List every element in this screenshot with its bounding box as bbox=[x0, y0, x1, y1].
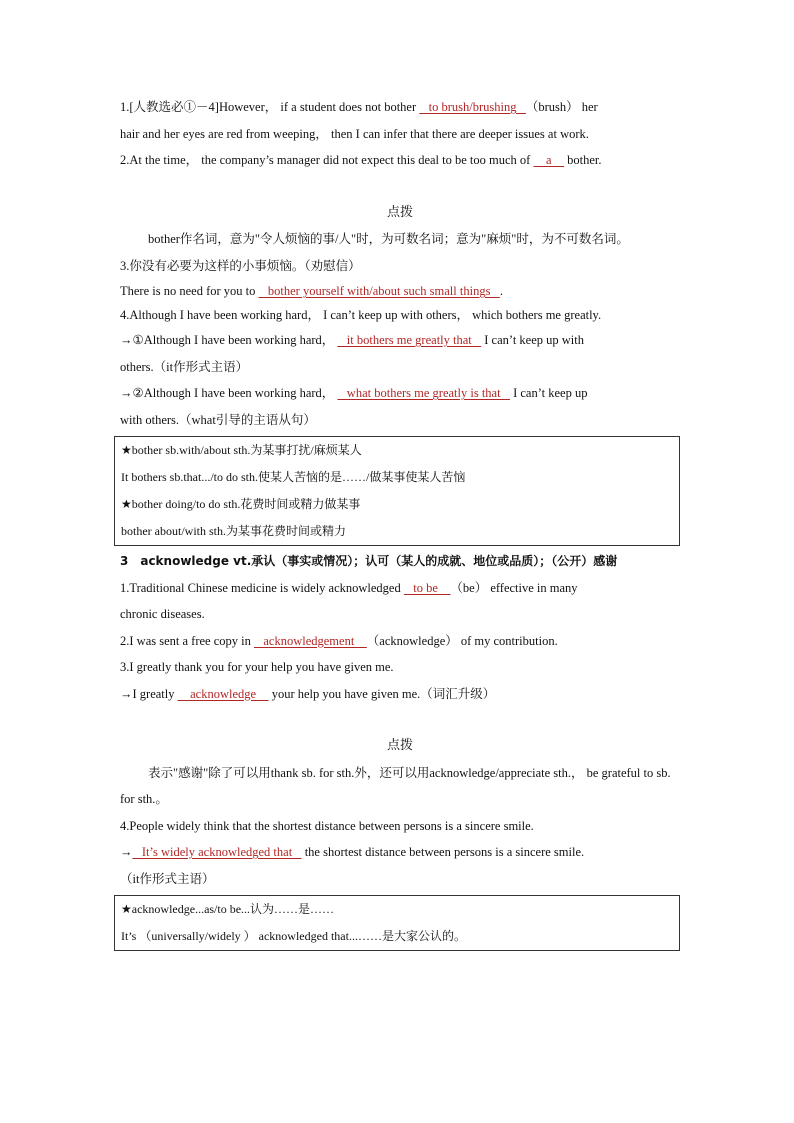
exercise-text: →I greatly bbox=[120, 686, 178, 701]
exercise-3-prompt: 3.你没有必要为这样的小事烦恼。（劝慰信） bbox=[120, 258, 361, 273]
usage-line: bother about/with sth.为某事花费时间或精力 bbox=[121, 524, 346, 538]
tip-text: bother作名词，意为"令人烦恼的事/人"时，为可数名词；意为"麻烦"时，为不可数名词。 bbox=[148, 232, 629, 246]
exercise-text: bother. bbox=[564, 153, 602, 167]
exercise-1 bbox=[120, 94, 680, 121]
exercise-a1 bbox=[120, 575, 680, 602]
exercise-4b bbox=[120, 380, 680, 407]
exercise-a4-prompt: 4.People widely think that the shortest distance between persons is a sincere smile. bbox=[120, 818, 534, 833]
exercise-a1-continued: chronic diseases. bbox=[120, 607, 205, 621]
usage-box-acknowledge bbox=[114, 895, 680, 951]
exercise-4b-continued: with others.（what引导的主语从句） bbox=[120, 412, 316, 427]
answer-blank: to be bbox=[403, 580, 451, 595]
exercise-4-prompt: 4.Although I have been working hard， I can’t keep up with others， which bothers me greatly. bbox=[120, 308, 602, 322]
tip-heading: 点拨 bbox=[386, 738, 413, 753]
answer-blank: to brush/brushing bbox=[419, 100, 526, 114]
usage-line: ★bother sb.with/about sth.为某事打扰/麻烦某人 bbox=[121, 443, 362, 457]
exercise-text: your help you have given me.（词汇升级） bbox=[268, 686, 496, 701]
exercise-text: I can’t keep up bbox=[509, 386, 588, 400]
exercise-text: the shortest distance between persons is a sincere smile. bbox=[301, 845, 585, 859]
exercise-text: 1.Traditional Chinese medicine is widely acknowledged bbox=[120, 580, 404, 595]
answer-blank: acknowledgement bbox=[253, 633, 367, 648]
tip-text: 表示"感谢"除了可以用thank sb. for sth.外，还可以用acknowledge/appreciate sth.， be grateful to sb. for sth.。 bbox=[120, 765, 671, 806]
answer-blank: a bbox=[533, 153, 565, 167]
exercise-text: 1.[人教选必①－4]However， if a student does not bother bbox=[120, 100, 420, 114]
exercise-text: I can’t keep up with bbox=[481, 333, 585, 347]
exercise-4a bbox=[120, 327, 680, 354]
exercise-text: （acknowledge） of my contribution. bbox=[366, 633, 558, 648]
exercise-4a-continued: others.（it作形式主语） bbox=[120, 359, 249, 374]
usage-line: ★bother doing/to do sth.花费时间或精力做某事 bbox=[121, 497, 361, 511]
answer-blank: It’s widely acknowledged that bbox=[132, 845, 302, 859]
usage-box-bother bbox=[114, 436, 680, 546]
exercise-text: （be） effective in many bbox=[450, 580, 578, 595]
answer-blank: bother yourself with/about such small things bbox=[258, 284, 500, 298]
word-heading-acknowledge: 3 acknowledge vt.承认（事实或情况）；认可（某人的成就、地位或品质）；（公开）感谢 bbox=[120, 554, 618, 568]
exercise-text: 2.I was sent a free copy in bbox=[120, 633, 254, 648]
exercise-text: →①Although I have been working hard， bbox=[120, 333, 338, 347]
exercise-a3 bbox=[120, 681, 680, 708]
exercise-text: 2.At the time， the company’s manager did not expect this deal to be too much of bbox=[120, 153, 534, 167]
usage-line: It’s （universally/widely ） acknowledged that...……是大家公认的。 bbox=[121, 929, 466, 943]
exercise-1-continued: hair and her eyes are red from weeping， then I can infer that there are deeper issues at work. bbox=[120, 126, 589, 141]
worksheet-page bbox=[120, 94, 680, 951]
exercise-a4-continued: （it作形式主语） bbox=[120, 871, 215, 886]
exercise-text: → bbox=[120, 845, 133, 859]
usage-line: ★acknowledge...as/to be...认为……是…… bbox=[121, 902, 335, 916]
usage-line: It bothers sb.that.../to do sth.使某人苦恼的是……/做某事使某人苦恼 bbox=[121, 470, 466, 484]
tip-heading: 点拨 bbox=[386, 204, 413, 220]
exercise-a4 bbox=[120, 839, 680, 866]
exercise-text: . bbox=[499, 284, 503, 298]
exercise-text: →②Although I have been working hard， bbox=[120, 386, 338, 400]
exercise-a2 bbox=[120, 628, 680, 655]
exercise-text: （brush） her bbox=[525, 100, 598, 114]
exercise-a3-prompt: 3.I greatly thank you for your help you have given me. bbox=[120, 660, 394, 674]
answer-blank: acknowledge bbox=[177, 686, 269, 701]
answer-blank: what bothers me greatly is that bbox=[337, 386, 510, 400]
answer-blank: it bothers me greatly that bbox=[337, 333, 482, 347]
exercise-text: There is no need for you to bbox=[120, 284, 259, 298]
exercise-2 bbox=[120, 147, 680, 174]
exercise-3 bbox=[120, 279, 680, 303]
